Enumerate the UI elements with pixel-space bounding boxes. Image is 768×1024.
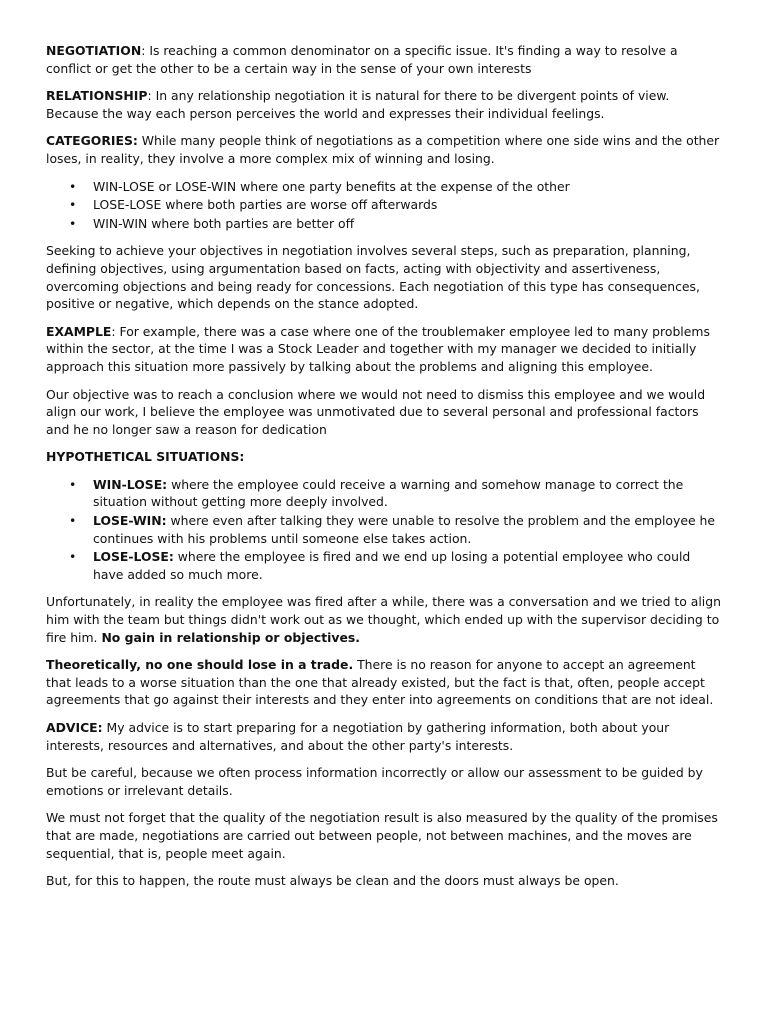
relationship-text: : In any relationship negotiation it is natural for there to be divergent points of view. Because the way each person perceives the world and expresses their individual feelings.: [46, 88, 670, 121]
closing-paragraph: But, for this to happen, the route must always be clean and the doors must always be open.: [46, 873, 619, 889]
bullet-icon: •: [69, 215, 77, 231]
list-item: [69, 512, 724, 547]
advice-paragraph: [46, 719, 724, 754]
list-item: [69, 548, 724, 583]
list-item-text: where the employee could receive a warning and somehow manage to correct the situation without getting more deeply involved.: [93, 476, 684, 510]
outcome-paragraph: [46, 593, 724, 646]
list-item-label: LOSE-WIN:: [93, 513, 167, 529]
list-item-label: LOSE-LOSE:: [93, 549, 174, 565]
outcome-bold: No gain in relationship or objectives.: [101, 629, 360, 645]
theory-bold: Theoretically, no one should lose in a trade.: [46, 657, 354, 673]
bullet-icon: •: [69, 549, 77, 565]
bullet-icon: •: [69, 178, 77, 194]
list-item-text: WIN-WIN where both parties are better off: [93, 215, 355, 231]
careful-paragraph: But be careful, because we often process information incorrectly or allow our assessment to be guided by emotions or irrelevant details.: [46, 765, 703, 798]
list-item-text: where the employee is fired and we end up losing a potential employee who could have added so much more.: [93, 549, 691, 582]
outcome-text: Unfortunately, in reality the employee was fired after a while, there was a conversation and we tried to align him with the team but things didn't work out as we thought, which ended up with the supervisor deciding to fire him.: [46, 594, 721, 645]
goal-paragraph: Our objective was to reach a conclusion where we would not need to dismiss this employee and we would align our work, I believe the employee was unmotivated due to several personal and professional factors and he no longer saw a reason for dedication: [46, 386, 706, 437]
list-item: [69, 196, 724, 214]
list-item: [69, 178, 724, 196]
categories-list: [46, 178, 724, 233]
relationship-label: RELATIONSHIP: [46, 88, 148, 104]
bullet-icon: •: [69, 197, 77, 213]
theory-paragraph: [46, 656, 724, 709]
list-item-text: LOSE-LOSE where both parties are worse off afterwards: [93, 197, 438, 213]
list-item-text: WIN-LOSE or LOSE-WIN where one party benefits at the expense of the other: [93, 178, 570, 194]
bullet-icon: •: [69, 476, 77, 492]
quality-paragraph: We must not forget that the quality of the negotiation result is also measured by the quality of the promises that are made, negotiations are carried out between people, not between machines, and the moves are sequential, that is, people meet again.: [46, 810, 718, 861]
list-item: [69, 476, 724, 511]
categories-label: CATEGORIES:: [46, 133, 138, 149]
list-item-label: WIN-LOSE:: [93, 476, 168, 492]
negotiation-paragraph: [46, 42, 724, 77]
hypothetical-heading: [46, 448, 724, 466]
categories-text: While many people think of negotiations as a competition where one side wins and the other loses, in reality, they involve a more complex mix of winning and losing.: [46, 133, 720, 166]
relationship-paragraph: [46, 87, 724, 122]
example-paragraph: [46, 323, 724, 376]
negotiation-label: NEGOTIATION: [46, 43, 142, 58]
negotiation-text: : Is reaching a common denominator on a specific issue. It's finding a way to resolve a conflict or get the other to be a certain way in the sense of your own interests: [46, 43, 678, 76]
example-label: EXAMPLE: [46, 323, 112, 339]
hypothetical-list: [46, 476, 724, 584]
bullet-icon: •: [69, 513, 77, 529]
advice-text: My advice is to start preparing for a negotiation by gathering information, both about your interests, resources and alternatives, and about the other party's interests.: [46, 720, 670, 753]
theory-text: There is no reason for anyone to accept an agreement that leads to a worse situation than the one that already existed, but the fact is that, often, people accept agreements that go against their interests and they enter into agreements on conditions that are not ideal.: [46, 657, 714, 708]
objectives-paragraph: Seeking to achieve your objectives in negotiation involves several steps, such as preparation, planning, defining objectives, using argumentation based on facts, acting with objectivity and assertiveness, overcoming objections and being ready for concessions. Each negotiation of this type has consequences, positive or negative, which depends on the stance adopted.: [46, 243, 700, 312]
list-item-text: where even after talking they were unable to resolve the problem and the employee he continues with his problems until someone else takes action.: [93, 513, 715, 546]
example-text: : For example, there was a case where one of the troublemaker employee led to many problems within the sector, at the time I was a Stock Leader and together with my manager we decided to initially approach this situation more passively by talking about the problems and aligning this employee.: [46, 323, 710, 374]
hypothetical-heading-text: HYPOTHETICAL SITUATIONS:: [46, 449, 245, 465]
list-item: [69, 215, 724, 233]
categories-paragraph: [46, 132, 724, 167]
advice-label: ADVICE:: [46, 720, 103, 735]
